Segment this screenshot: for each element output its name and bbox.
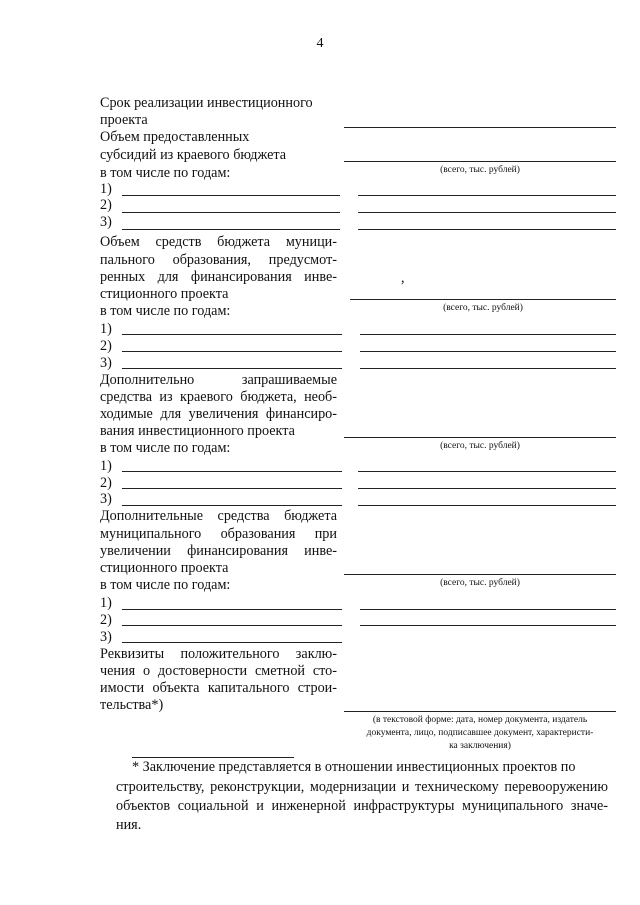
municipal-item-line-left[interactable] — [122, 334, 342, 335]
term-value-line[interactable] — [344, 127, 616, 128]
municipal-item-line-right[interactable] — [360, 368, 616, 369]
add-regional-label-line-3: ходимые для увеличения финансиро- — [100, 406, 337, 422]
add-municipal-label-line-4: стиционного проекта — [100, 560, 229, 576]
municipal-item-line-left[interactable] — [122, 368, 342, 369]
municipal-label-line-2: пального образования, предусмот- — [100, 252, 337, 268]
conclusion-label-line-2: чения о достоверности сметной сто- — [100, 663, 337, 679]
regional-item-line-left[interactable] — [122, 195, 340, 196]
add-regional-total-caption: (всего, тыс. рублей) — [440, 441, 520, 451]
regional-label-line-2: субсидий из краевого бюджета — [100, 147, 287, 163]
regional-item-line-left[interactable] — [122, 212, 340, 213]
add-municipal-total-line[interactable] — [344, 574, 616, 575]
regional-item-label: 1) — [100, 181, 112, 197]
add-municipal-item-line-left[interactable] — [122, 609, 342, 610]
add-municipal-item-label: 1) — [100, 595, 112, 611]
add-municipal-item-line-right[interactable] — [360, 625, 616, 626]
conclusion-caption-line-2: документа, лицо, подписавшее документ, характеристи- — [366, 728, 594, 738]
footnote-line-2: строительству, реконструкции, модернизации и техническому перевооружению — [116, 779, 608, 795]
regional-item-line-right[interactable] — [358, 212, 616, 213]
regional-item-label: 2) — [100, 197, 112, 213]
add-regional-item-line-left[interactable] — [122, 471, 342, 472]
add-regional-item-line-right[interactable] — [358, 505, 616, 506]
municipal-label-line-1: Объем средств бюджета муници- — [100, 234, 337, 250]
add-regional-item-label: 2) — [100, 475, 112, 491]
add-municipal-by-years: в том числе по годам: — [100, 577, 231, 593]
conclusion-label-line-4: тельства*) — [100, 697, 164, 713]
add-regional-item-label: 3) — [100, 491, 112, 507]
page-number: 4 — [316, 36, 324, 51]
add-regional-total-line[interactable] — [344, 437, 616, 438]
conclusion-label-line-1: Реквизиты положительного заклю- — [100, 646, 337, 662]
footnote-line-1: * Заключение представляется в отношении инвестиционных проектов по — [132, 759, 576, 775]
footnote-line-4: ния. — [116, 817, 142, 833]
municipal-label-line-3: ренных для финансирования инве- — [100, 269, 337, 285]
add-regional-item-label: 1) — [100, 458, 112, 474]
municipal-by-years: в том числе по годам: — [100, 303, 231, 319]
conclusion-label-line-3: имости объекта капитального строи- — [100, 680, 337, 696]
municipal-label-line-4: стиционного проекта — [100, 286, 229, 302]
add-regional-label-line-2: средства из краевого бюджета, необ- — [100, 389, 337, 405]
regional-item-label: 3) — [100, 214, 112, 230]
conclusion-caption-line-3: ка заключения) — [449, 741, 511, 751]
add-regional-item-line-left[interactable] — [122, 488, 342, 489]
municipal-item-line-left[interactable] — [122, 351, 342, 352]
add-regional-item-line-right[interactable] — [358, 488, 616, 489]
municipal-total-line[interactable] — [350, 299, 616, 300]
add-municipal-label-line-1: Дополнительные средства бюджета — [100, 508, 337, 524]
add-regional-item-line-right[interactable] — [358, 471, 616, 472]
regional-item-line-left[interactable] — [122, 229, 340, 230]
regional-label-line-1: Объем предоставленных — [100, 129, 250, 145]
footnote-line-3: объектов социальной и инженерной инфраструктуры муниципального значе- — [116, 798, 608, 814]
municipal-item-line-right[interactable] — [360, 351, 616, 352]
municipal-item-label: 3) — [100, 355, 112, 371]
add-municipal-item-line-left[interactable] — [122, 642, 342, 643]
add-municipal-label-line-2: муниципального образования при — [100, 526, 337, 542]
term-label-line-2: проекта — [100, 112, 148, 128]
add-regional-label-line-1: Дополнительно запрашиваемые — [100, 372, 337, 388]
add-municipal-item-label: 2) — [100, 612, 112, 628]
municipal-item-label: 2) — [100, 338, 112, 354]
municipal-item-line-right[interactable] — [360, 334, 616, 335]
regional-item-line-right[interactable] — [358, 229, 616, 230]
term-label-line-1: Срок реализации инвестиционного — [100, 95, 313, 111]
regional-total-line[interactable] — [344, 161, 616, 162]
regional-total-caption: (всего, тыс. рублей) — [440, 165, 520, 175]
add-municipal-item-line-left[interactable] — [122, 625, 342, 626]
add-municipal-label-line-3: увеличении финансирования инве- — [100, 543, 337, 559]
add-municipal-item-label: 3) — [100, 629, 112, 645]
municipal-mark: , — [401, 270, 405, 286]
add-regional-by-years: в том числе по годам: — [100, 440, 231, 456]
municipal-total-caption: (всего, тыс. рублей) — [443, 303, 523, 313]
add-municipal-item-line-right[interactable] — [360, 609, 616, 610]
municipal-item-label: 1) — [100, 321, 112, 337]
add-regional-item-line-left[interactable] — [122, 505, 342, 506]
add-regional-label-line-4: вания инвестиционного проекта — [100, 423, 295, 439]
regional-by-years: в том числе по годам: — [100, 165, 231, 181]
add-municipal-total-caption: (всего, тыс. рублей) — [440, 578, 520, 588]
regional-item-line-right[interactable] — [358, 195, 616, 196]
conclusion-caption-line-1: (в текстовой форме: дата, номер документа, издатель — [372, 715, 588, 725]
conclusion-value-line[interactable] — [344, 711, 616, 712]
